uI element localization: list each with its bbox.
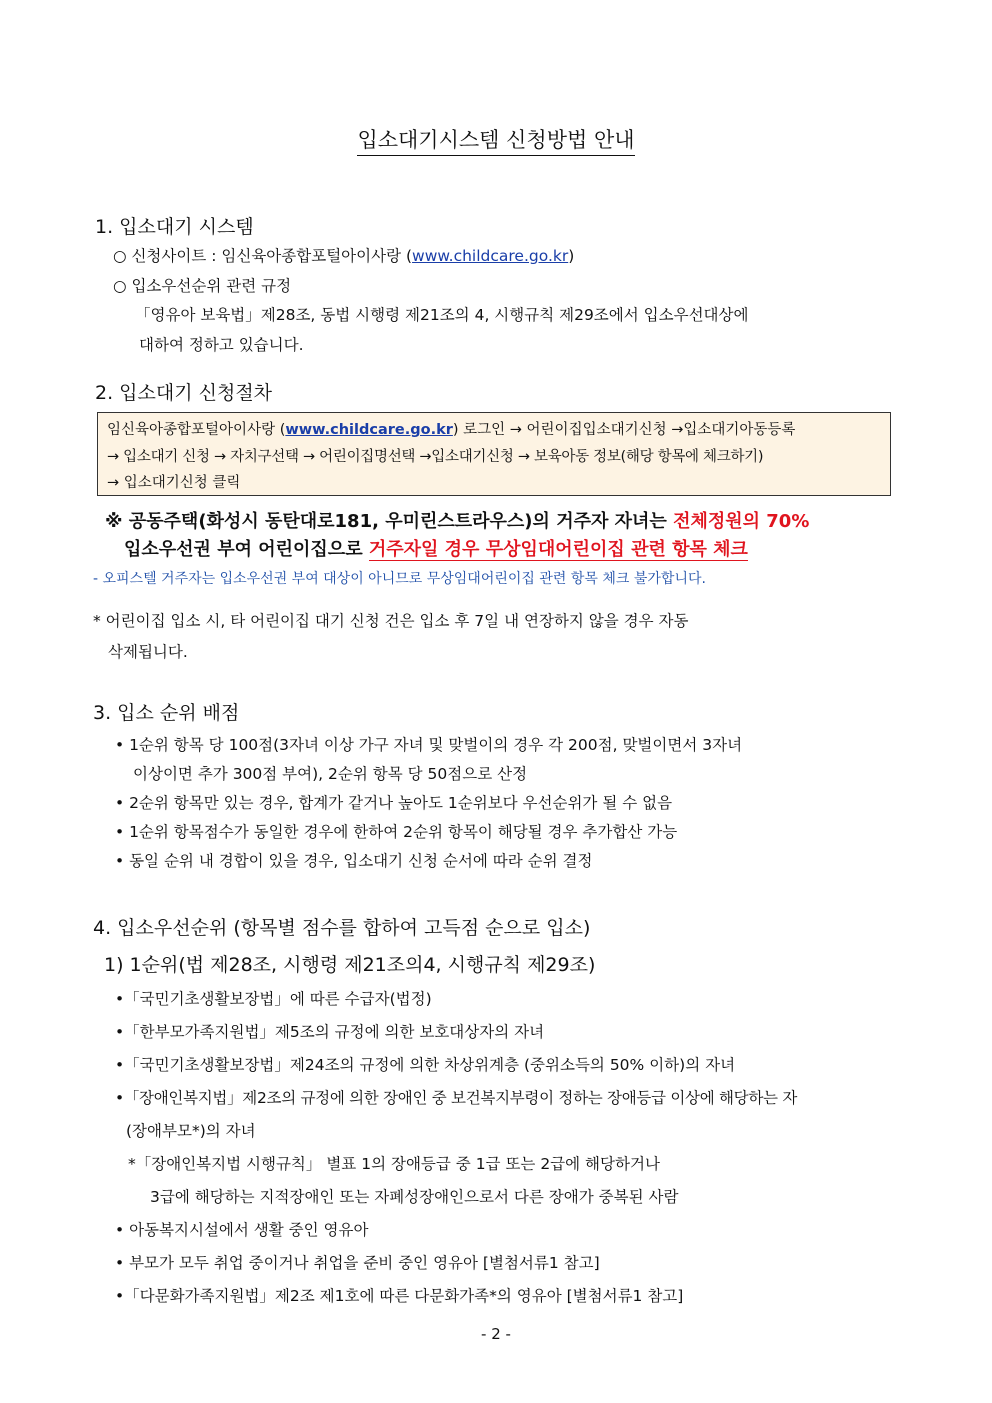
site-label: ○ 신청사이트 : 임신육아종합포털아이사랑 (	[113, 247, 413, 265]
procedure-line-1	[107, 418, 795, 439]
notice-line-1	[105, 507, 809, 533]
section-2-heading: 2. 입소대기 신청절차	[95, 382, 273, 404]
notice-1-text: ※ 공동주택(화성시 동탄대로181, 우미린스트라우스)의 거주자 자녀는	[105, 511, 674, 532]
priority-item-2: •「한부모가족지원법」제5조의 규정에 의한 보호대상자의 자녀	[115, 1023, 545, 1041]
priority-item-6: • 부모가 모두 취업 중이거나 취업을 준비 중인 영유아 [별첨서류1 참고]	[115, 1254, 600, 1272]
notice-line-2	[124, 535, 748, 561]
priority-item-4: •「장애인복지법」제2조의 규정에 의한 장애인 중 보건복지부령이 정하는 장애등급 이상에 해당하는 자	[115, 1089, 797, 1107]
site-close: )	[568, 247, 575, 265]
section-3-heading: 3. 입소 순위 배점	[93, 702, 240, 724]
priority-item-5: • 아동복지시설에서 생활 중인 영유아	[115, 1221, 369, 1239]
procedure-box	[97, 412, 891, 496]
rule-line-2: 대하여 정하고 있습니다.	[139, 336, 304, 354]
score-bullet-3: • 1순위 항목점수가 동일한 경우에 한하여 2순위 항목이 해당될 경우 추가합산 가능	[115, 823, 678, 841]
score-bullet-4: • 동일 순위 내 경합이 있을 경우, 입소대기 신청 순서에 따라 순위 결정	[115, 852, 593, 870]
priority-1-heading: 1) 1순위(법 제28조, 시행령 제21조의4, 시행규칙 제29조)	[104, 954, 596, 976]
notice-1-highlight: 전체정원의 70%	[673, 511, 810, 532]
disability-note-1: *「장애인복지법 시행규칙」 별표 1의 장애등급 중 1급 또는 2급에 해당하거나	[128, 1155, 660, 1173]
site-line	[113, 244, 574, 266]
site-link[interactable]: www.childcare.go.kr	[412, 247, 569, 265]
procedure-link[interactable]: www.childcare.go.kr	[285, 422, 453, 438]
auto-delete-line-1: * 어린이집 입소 시, 타 어린이집 대기 신청 건은 입소 후 7일 내 연장하지 않을 경우 자동	[93, 612, 689, 630]
priority-item-1: •「국민기초생활보장법」에 따른 수급자(법정)	[115, 990, 432, 1008]
officetel-note: - 오피스텔 거주자는 입소우선권 부여 대상이 아니므로 무상임대어린이집 관련 항목 체크 불가합니다.	[93, 571, 706, 587]
notice-2-highlight: 거주자일 경우 무상임대어린이집 관련 항목 체크	[368, 539, 748, 560]
section-4-heading: 4. 입소우선순위 (항목별 점수를 합하여 고득점 순으로 입소)	[93, 917, 591, 939]
priority-item-3: •「국민기초생활보장법」제24조의 규정에 의한 차상위계층 (중위소득의 50% 이하)의 자녀	[115, 1056, 736, 1074]
page-number: - 2 -	[481, 1325, 511, 1343]
score-bullet-2: • 2순위 항목만 있는 경우, 합계가 같거나 높아도 1순위보다 우선순위가 될 수 없음	[115, 794, 673, 812]
procedure-line-3: → 입소대기신청 클릭	[107, 475, 241, 491]
disability-note-2: 3급에 해당하는 지적장애인 또는 자폐성장애인으로서 다른 장애가 중복된 사람	[150, 1188, 679, 1206]
section-1-heading: 1. 입소대기 시스템	[95, 216, 254, 238]
title-text: 입소대기시스템 신청방법 안내	[357, 128, 634, 156]
priority-item-4-cont: (장애부모*)의 자녀	[126, 1122, 256, 1140]
score-bullet-1: • 1순위 항목 당 100점(3자녀 이상 가구 자녀 및 맞벌이의 경우 각 200점, 맞벌이면서 3자녀	[115, 736, 743, 754]
notice-2-text: 입소우선권 부여 어린이집으로	[124, 539, 369, 560]
score-bullet-1-cont: 이상이면 추가 300점 부여), 2순위 항목 당 50점으로 산정	[133, 765, 528, 783]
auto-delete-line-2: 삭제됩니다.	[108, 643, 188, 661]
priority-item-7: •「다문화가족지원법」제2조 제1호에 따른 다문화가족*의 영유아 [별첨서류1 참고]	[115, 1287, 684, 1305]
procedure-line-1b: ) 로그인 → 어린이집입소대기신청 →입소대기아동등록	[452, 422, 796, 438]
procedure-line-1a: 임신육아종합포털아이사랑 (	[107, 422, 286, 438]
rule-line-1: 「영유아 보육법」제28조, 동법 시행령 제21조의 4, 시행규칙 제29조에서 입소우선대상에	[135, 306, 749, 324]
document-title	[0, 124, 992, 154]
rule-label: ○ 입소우선순위 관련 규정	[113, 277, 292, 295]
procedure-line-2: → 입소대기 신청 → 자치구선택 → 어린이집명선택 →입소대기신청 → 보육아동 정보(해당 항목에 체크하기)	[107, 449, 764, 465]
